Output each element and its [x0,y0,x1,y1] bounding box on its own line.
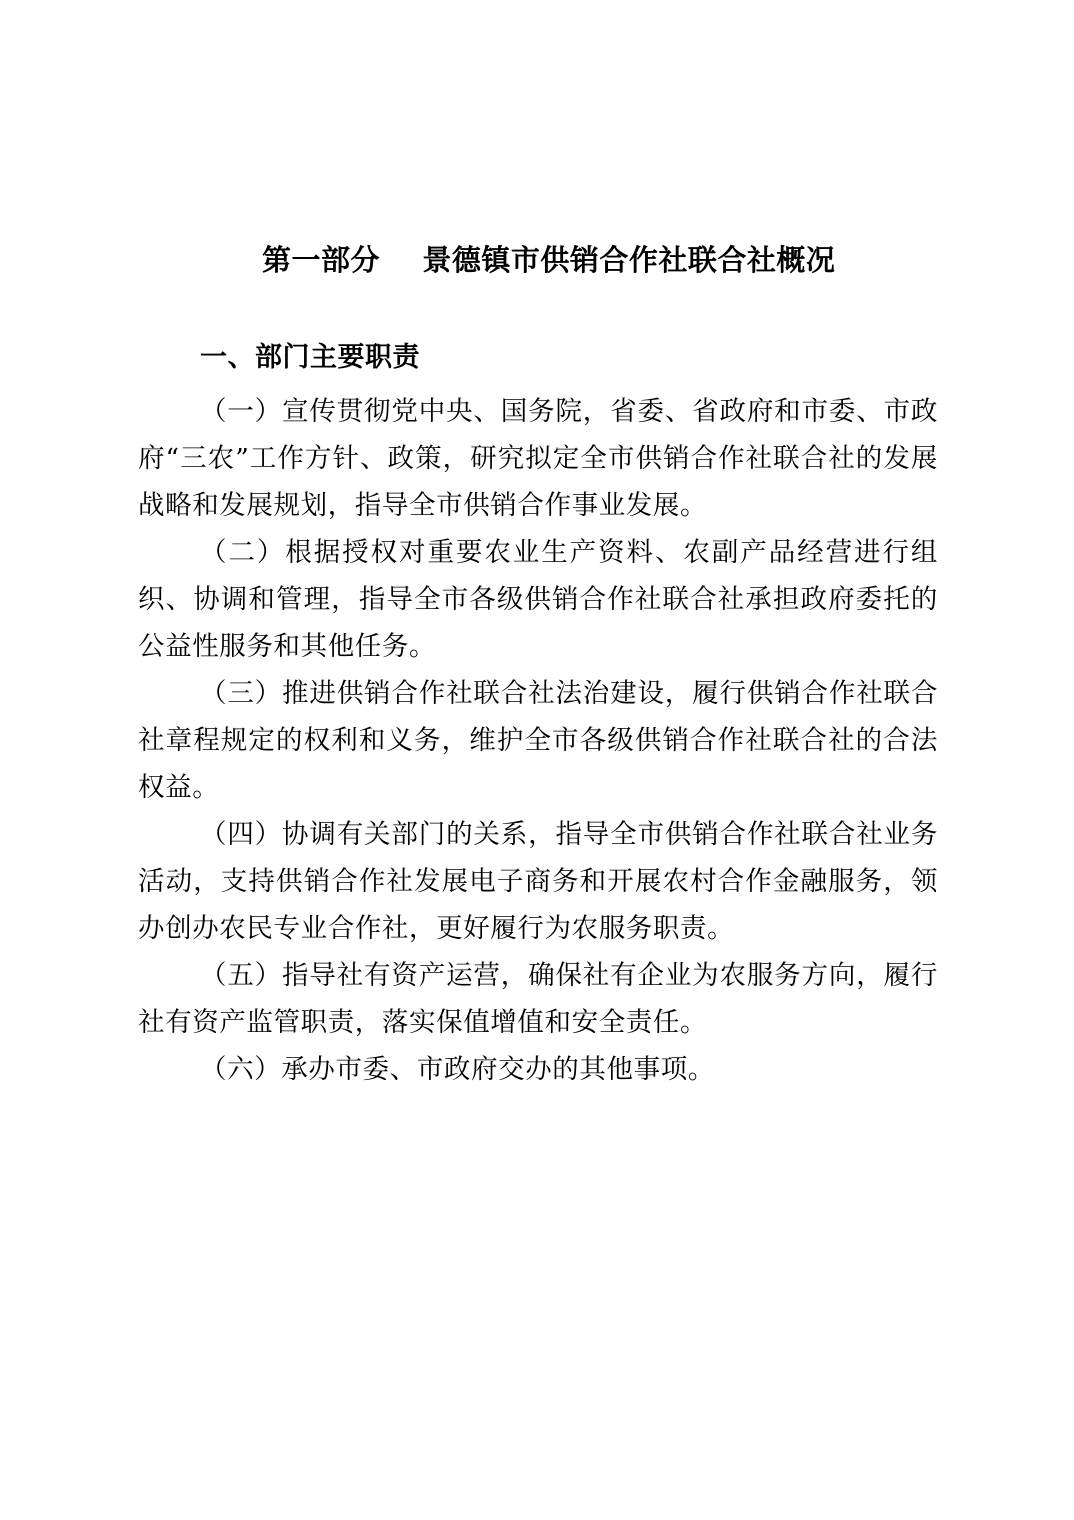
document-body [138,240,938,1093]
paragraph-item-2: （二）根据授权对重要农业生产资料、农副产品经营进行组织、协调和管理，指导全市各级供销合作社联合社承担政府委托的公益性服务和其他任务。 [138,537,938,663]
paragraph-item-3: （三）推进供销合作社联合社法治建设，履行供销合作社联合社章程规定的权利和义务，维护全市各级供销合作社联合社的合法权益。 [138,678,938,804]
section-heading-duties: 一、部门主要职责 [200,341,420,373]
page-title: 第一部分 景德镇市供销合作社联合社概况 [262,243,836,277]
paragraph-item-6: （六）承办市委、市政府交办的其他事项。 [200,1054,715,1086]
paragraph-item-5: （五）指导社有资产运营，确保社有企业为农服务方向，履行社有资产监管职责，落实保值增值和安全责任。 [138,960,938,1039]
paragraph-item-4: （四）协调有关部门的关系，指导全市供销合作社联合社业务活动，支持供销合作社发展电子商务和开展农村合作金融服务，领办创办农民专业合作社，更好履行为农服务职责。 [138,819,938,945]
paragraph-item-1: （一）宣传贯彻党中央、国务院，省委、省政府和市委、市政府“三农”工作方针、政策，研究拟定全市供销合作社联合社的发展战略和发展规划，指导全市供销合作事业发展。 [138,396,938,522]
